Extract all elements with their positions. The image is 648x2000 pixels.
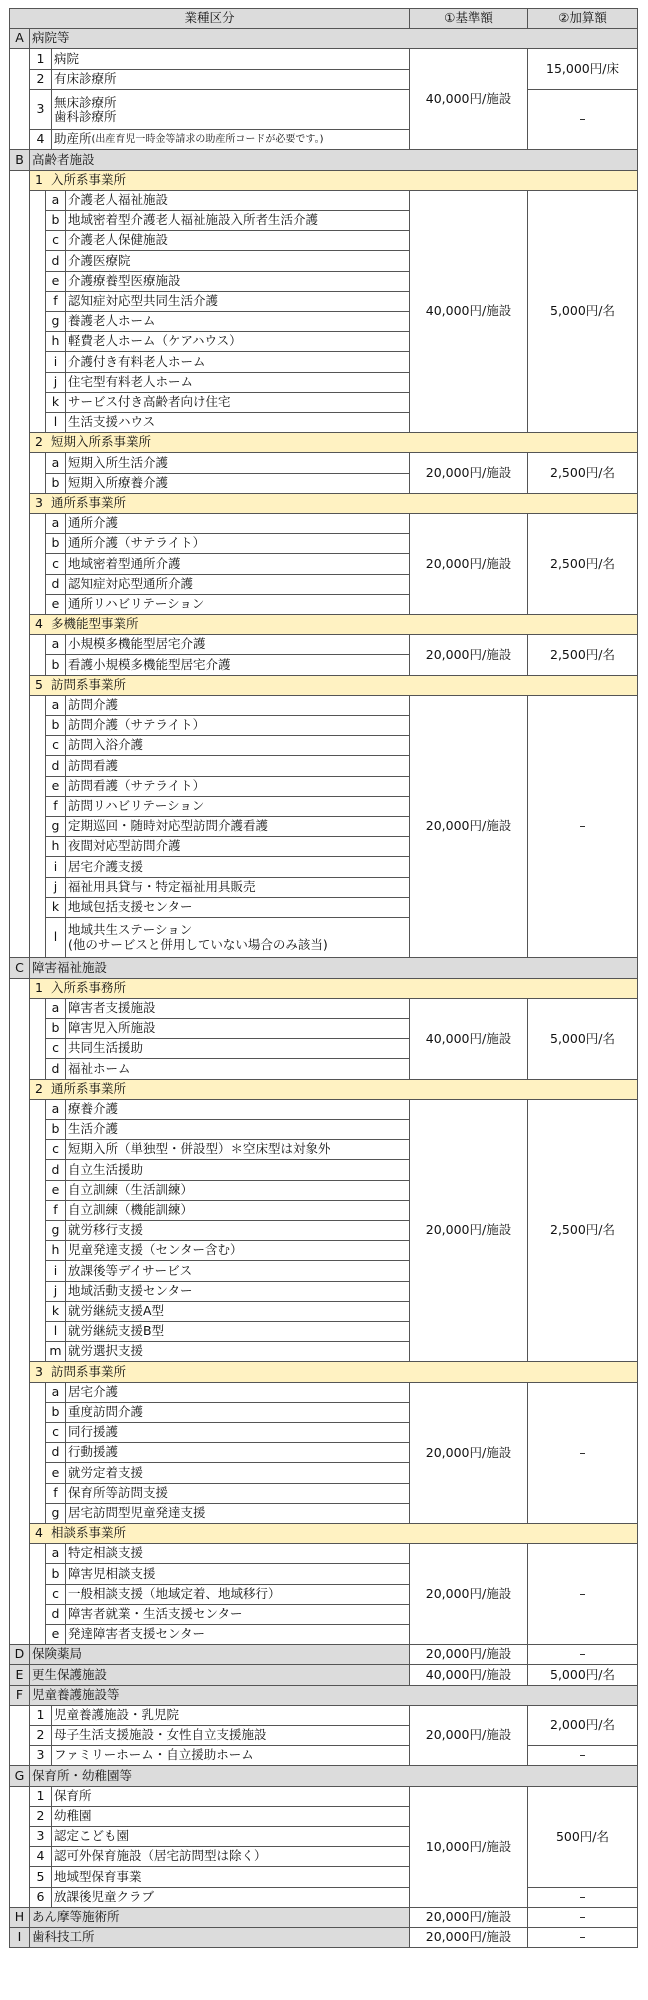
add-amount: – xyxy=(527,695,638,958)
item-letter: f xyxy=(45,796,66,817)
item-label: 地域密着型通所介護 xyxy=(65,553,410,575)
base-amount: 40,000円/施設 xyxy=(409,48,528,150)
base-amount: 20,000円/施設 xyxy=(409,1382,528,1524)
item-label: 放課後児童クラブ xyxy=(51,1887,410,1908)
category-letter: G xyxy=(9,1765,30,1787)
item-label: 地域密着型介護老人福祉施設入所者生活介護 xyxy=(65,210,410,231)
item-label: 一般相談支援（地域定着、地域移行） xyxy=(65,1584,410,1605)
item-label: 介護付き有料老人ホーム xyxy=(65,351,410,373)
item-number: 3 xyxy=(29,89,52,130)
item-label: 訪問看護（サテライト） xyxy=(65,776,410,797)
item-label: 短期入所療養介護 xyxy=(65,473,410,494)
add-amount: – xyxy=(527,1644,638,1665)
item-letter: d xyxy=(45,1159,66,1181)
item-number: 6 xyxy=(29,1887,52,1908)
item-label: 障害者支援施設 xyxy=(65,998,410,1019)
item-label: 発達障害者支援センター xyxy=(65,1624,410,1645)
item-label: 認知症対応型通所介護 xyxy=(65,574,410,595)
item-label: 就労定着支援 xyxy=(65,1462,410,1484)
item-label: 訪問介護（サテライト） xyxy=(65,715,410,736)
item-letter: a xyxy=(45,695,66,716)
category-title: 歯科技工所 xyxy=(29,1927,410,1948)
item-label: 軽費老人ホーム（ケアハウス） xyxy=(65,331,410,352)
base-amount: 20,000円/施設 xyxy=(409,1705,528,1766)
indent-cell xyxy=(9,48,30,150)
indent-cell xyxy=(9,1705,30,1766)
indent-cell xyxy=(29,1099,46,1362)
group-title: 入所系事業所 xyxy=(50,172,126,188)
item-letter: f xyxy=(45,1483,66,1504)
item-letter: d xyxy=(45,574,66,595)
item-label: 障害者就業・生活支援センター xyxy=(65,1604,410,1625)
item-letter: l xyxy=(45,917,66,958)
item-note: (出産育児一時金等請求の助産所コードが必要です。) xyxy=(91,133,324,145)
item-label: 居宅介護 xyxy=(65,1382,410,1403)
item-label: 地域型保育事業 xyxy=(51,1866,410,1888)
item-label-text: 助産所 xyxy=(54,131,92,147)
base-amount: 20,000円/施設 xyxy=(409,1907,528,1928)
item-letter: i xyxy=(45,351,66,373)
add-amount: 5,000円/名 xyxy=(527,190,638,433)
item-label: 訪問看護 xyxy=(65,755,410,777)
item-label: 通所リハビリテーション xyxy=(65,594,410,615)
item-label: 短期入所生活介護 xyxy=(65,452,410,474)
group-number: 2 xyxy=(35,1081,43,1097)
item-letter: a xyxy=(45,190,66,211)
group-header xyxy=(29,432,638,453)
item-label: 療養介護 xyxy=(65,1099,410,1120)
item-letter: a xyxy=(45,1099,66,1120)
item-number: 2 xyxy=(29,69,52,90)
item-letter: g xyxy=(45,311,66,332)
item-letter: l xyxy=(45,412,66,433)
item-label-line2: 歯科診療所 xyxy=(54,109,117,124)
item-label: 有床診療所 xyxy=(51,69,410,90)
add-amount: 2,500円/名 xyxy=(527,452,638,494)
add-amount: 2,500円/名 xyxy=(527,1099,638,1362)
item-letter: e xyxy=(45,1462,66,1484)
item-label: 特定相談支援 xyxy=(65,1543,410,1564)
header-add: ②加算額 xyxy=(527,8,638,29)
item-label: 居宅介護支援 xyxy=(65,856,410,878)
base-amount: 20,000円/施設 xyxy=(409,634,528,676)
item-letter: a xyxy=(45,513,66,534)
group-number: 3 xyxy=(35,495,43,511)
item-label: 認知症対応型共同生活介護 xyxy=(65,291,410,312)
item-letter: b xyxy=(45,1018,66,1039)
item-number: 4 xyxy=(29,129,52,150)
base-amount: 20,000円/施設 xyxy=(409,513,528,615)
category-title: あん摩等施術所 xyxy=(29,1907,410,1928)
indent-cell xyxy=(29,513,46,615)
item-letter: b xyxy=(45,210,66,231)
item-label: 介護医療院 xyxy=(65,250,410,272)
item-label: 児童養護施設・乳児院 xyxy=(51,1705,410,1726)
group-number: 3 xyxy=(35,1363,43,1379)
item-letter: d xyxy=(45,1604,66,1625)
item-letter: k xyxy=(45,897,66,918)
add-amount: – xyxy=(527,1887,638,1908)
item-letter: c xyxy=(45,735,66,756)
header-base: ①基準額 xyxy=(409,8,528,29)
indent-cell xyxy=(29,1382,46,1524)
item-letter: b xyxy=(45,1119,66,1140)
group-title: 訪問系事業所 xyxy=(50,1363,126,1379)
item-label: 介護老人保健施設 xyxy=(65,230,410,251)
indent-cell xyxy=(29,998,46,1080)
group-header xyxy=(29,493,638,514)
item-label: 定期巡回・随時対応型訪問介護看護 xyxy=(65,816,410,837)
item-letter: e xyxy=(45,271,66,292)
item-letter: g xyxy=(45,1503,66,1524)
base-amount: 20,000円/施設 xyxy=(409,1644,528,1665)
item-label: 訪問リハビリテーション xyxy=(65,796,410,817)
item-label: 認可外保育施設（居宅訪問型は除く） xyxy=(51,1846,410,1867)
indent-cell xyxy=(9,170,30,958)
item-letter: k xyxy=(45,1301,66,1322)
item-label: 就労継続支援A型 xyxy=(65,1301,410,1322)
group-number: 5 xyxy=(35,677,43,693)
item-label: 看護小規模多機能型居宅介護 xyxy=(65,654,410,676)
item-label: 福祉用具貸与・特定福祉用具販売 xyxy=(65,877,410,898)
group-number: 1 xyxy=(35,980,43,996)
base-amount: 20,000円/施設 xyxy=(409,1099,528,1362)
item-letter: e xyxy=(45,1624,66,1645)
item-number: 5 xyxy=(29,1866,52,1888)
item-letter: h xyxy=(45,331,66,352)
category-title: 障害福祉施設 xyxy=(29,957,638,979)
base-amount: 20,000円/施設 xyxy=(409,452,528,494)
item-label: 重度訪問介護 xyxy=(65,1402,410,1423)
category-letter: E xyxy=(9,1664,30,1686)
group-number: 4 xyxy=(35,1525,43,1541)
indent-cell xyxy=(29,634,46,676)
group-header xyxy=(29,675,638,696)
add-amount: – xyxy=(527,89,638,150)
item-letter: a xyxy=(45,1543,66,1564)
item-label-line2: (他のサービスと併用していない場合のみ該当) xyxy=(68,936,328,952)
group-title: 訪問系事業所 xyxy=(50,677,126,693)
item-label: 福祉ホーム xyxy=(65,1058,410,1080)
item-letter: a xyxy=(45,1382,66,1403)
item-label: 母子生活支援施設・女性自立支援施設 xyxy=(51,1725,410,1746)
item-label: ファミリーホーム・自立援助ホーム xyxy=(51,1745,410,1766)
add-amount: 15,000円/床 xyxy=(527,48,638,90)
item-letter: f xyxy=(45,291,66,312)
add-amount: 5,000円/名 xyxy=(527,998,638,1080)
group-header xyxy=(29,614,638,635)
base-amount: 10,000円/施設 xyxy=(409,1786,528,1908)
group-header xyxy=(29,170,638,191)
item-letter: c xyxy=(45,230,66,251)
indent-cell xyxy=(29,1543,46,1645)
item-label: 就労継続支援B型 xyxy=(65,1321,410,1342)
group-header xyxy=(29,1523,638,1544)
indent-cell xyxy=(9,978,30,1645)
item-letter: i xyxy=(45,856,66,878)
add-amount: – xyxy=(527,1382,638,1524)
item-label: 就労選択支援 xyxy=(65,1341,410,1362)
item-letter: b xyxy=(45,1402,66,1423)
item-letter: m xyxy=(45,1341,66,1362)
item-number: 2 xyxy=(29,1806,52,1827)
item-letter: a xyxy=(45,634,66,655)
item-label: 児童発達支援（センター含む） xyxy=(65,1240,410,1261)
item-number: 1 xyxy=(29,48,52,70)
base-amount: 40,000円/施設 xyxy=(409,998,528,1080)
item-letter: c xyxy=(45,1038,66,1059)
item-label: 生活介護 xyxy=(65,1119,410,1140)
item-letter: d xyxy=(45,755,66,777)
item-number: 3 xyxy=(29,1745,52,1766)
item-label: 訪問入浴介護 xyxy=(65,735,410,756)
item-label: 夜間対応型訪問介護 xyxy=(65,836,410,857)
group-number: 4 xyxy=(35,616,43,632)
item-letter: e xyxy=(45,1180,66,1201)
item-letter: l xyxy=(45,1321,66,1342)
header-type: 業種区分 xyxy=(9,8,410,29)
item-letter: d xyxy=(45,1058,66,1080)
category-title: 保険薬局 xyxy=(29,1644,410,1665)
item-letter: e xyxy=(45,776,66,797)
group-title: 通所系事業所 xyxy=(50,495,126,511)
item-label: 短期入所（単独型・併設型）＊空床型は対象外 xyxy=(65,1139,410,1160)
indent-cell xyxy=(29,452,46,494)
item-label: 同行援護 xyxy=(65,1422,410,1443)
item-letter: c xyxy=(45,553,66,575)
item-label: 自立訓練（機能訓練） xyxy=(65,1200,410,1221)
item-letter: e xyxy=(45,594,66,615)
item-number: 4 xyxy=(29,1846,52,1867)
add-amount: 2,500円/名 xyxy=(527,634,638,676)
item-label xyxy=(51,129,410,150)
item-letter: b xyxy=(45,533,66,554)
item-label: 通所介護（サテライト） xyxy=(65,533,410,554)
item-label: 住宅型有料老人ホーム xyxy=(65,372,410,393)
item-label: 認定こども園 xyxy=(51,1826,410,1847)
group-number: 2 xyxy=(35,434,43,450)
group-title: 短期入所系事業所 xyxy=(50,434,151,450)
base-amount: 20,000円/施設 xyxy=(409,1927,528,1948)
item-label: 保育所 xyxy=(51,1786,410,1807)
item-letter: b xyxy=(45,1563,66,1585)
item-letter: g xyxy=(45,816,66,837)
category-letter: B xyxy=(9,149,30,171)
item-letter: f xyxy=(45,1200,66,1221)
item-label: 共同生活援助 xyxy=(65,1038,410,1059)
item-label-line1: 地域共生ステーション xyxy=(68,922,193,938)
item-label: 訪問介護 xyxy=(65,695,410,716)
add-amount: 2,500円/名 xyxy=(527,513,638,615)
item-label: 地域包括支援センター xyxy=(65,897,410,918)
item-label: 放課後等デイサービス xyxy=(65,1260,410,1282)
item-number: 1 xyxy=(29,1786,52,1807)
item-letter: b xyxy=(45,654,66,676)
indent-cell xyxy=(29,695,46,958)
group-title: 入所系事務所 xyxy=(50,980,126,996)
item-number: 1 xyxy=(29,1705,52,1726)
item-label xyxy=(65,917,410,958)
category-letter: C xyxy=(9,957,30,979)
item-label: 居宅訪問型児童発達支援 xyxy=(65,1503,410,1524)
item-letter: c xyxy=(45,1139,66,1160)
group-title: 相談系事業所 xyxy=(50,1525,126,1541)
add-amount: – xyxy=(527,1745,638,1766)
item-letter: j xyxy=(45,877,66,898)
item-label: 障害児入所施設 xyxy=(65,1018,410,1039)
add-amount: 5,000円/名 xyxy=(527,1664,638,1686)
item-label: 小規模多機能型居宅介護 xyxy=(65,634,410,655)
item-letter: c xyxy=(45,1584,66,1605)
item-number: 2 xyxy=(29,1725,52,1746)
item-letter: c xyxy=(45,1422,66,1443)
item-label: 就労移行支援 xyxy=(65,1220,410,1241)
group-title: 通所系事業所 xyxy=(50,1081,126,1097)
group-header xyxy=(29,1079,638,1100)
item-label: 自立訓練（生活訓練） xyxy=(65,1180,410,1201)
base-amount: 20,000円/施設 xyxy=(409,695,528,958)
add-amount: 2,000円/名 xyxy=(527,1705,638,1746)
group-number: 1 xyxy=(35,172,43,188)
item-letter: h xyxy=(45,836,66,857)
group-header xyxy=(29,978,638,999)
item-label: 地域活動支援センター xyxy=(65,1281,410,1302)
item-letter: k xyxy=(45,392,66,413)
item-letter: j xyxy=(45,1281,66,1302)
item-letter: j xyxy=(45,372,66,393)
category-title: 高齢者施設 xyxy=(29,149,638,171)
item-label: 保育所等訪問支援 xyxy=(65,1483,410,1504)
group-header xyxy=(29,1361,638,1383)
item-label: 行動援護 xyxy=(65,1442,410,1463)
item-label: 病院 xyxy=(51,48,410,70)
base-amount: 40,000円/施設 xyxy=(409,1664,528,1686)
add-amount: – xyxy=(527,1927,638,1948)
base-amount: 20,000円/施設 xyxy=(409,1543,528,1645)
item-label: 障害児相談支援 xyxy=(65,1563,410,1585)
item-label: 自立生活援助 xyxy=(65,1159,410,1181)
category-title: 病院等 xyxy=(29,28,638,49)
category-letter: D xyxy=(9,1644,30,1665)
group-title: 多機能型事業所 xyxy=(50,616,139,632)
item-letter: h xyxy=(45,1240,66,1261)
indent-cell xyxy=(9,1786,30,1908)
item-label-line1: 無床診療所 xyxy=(54,94,117,110)
item-number: 3 xyxy=(29,1826,52,1847)
category-title: 更生保護施設 xyxy=(29,1664,410,1686)
category-letter: I xyxy=(9,1927,30,1948)
category-letter: H xyxy=(9,1907,30,1928)
item-label: 通所介護 xyxy=(65,513,410,534)
category-title: 児童養護施設等 xyxy=(29,1685,638,1706)
category-letter: A xyxy=(9,28,30,49)
item-letter: d xyxy=(45,1442,66,1463)
base-amount: 40,000円/施設 xyxy=(409,190,528,433)
item-label: 生活支援ハウス xyxy=(65,412,410,433)
item-letter: b xyxy=(45,473,66,494)
category-letter: F xyxy=(9,1685,30,1706)
item-label: 幼稚園 xyxy=(51,1806,410,1827)
add-amount: – xyxy=(527,1907,638,1928)
item-label: サービス付き高齢者向け住宅 xyxy=(65,392,410,413)
indent-cell xyxy=(29,190,46,433)
item-label: 養護老人ホーム xyxy=(65,311,410,332)
item-label: 介護療養型医療施設 xyxy=(65,271,410,292)
item-label: 介護老人福祉施設 xyxy=(65,190,410,211)
category-title: 保育所・幼稚園等 xyxy=(29,1765,638,1787)
item-letter: i xyxy=(45,1260,66,1282)
item-letter: a xyxy=(45,452,66,474)
item-letter: b xyxy=(45,715,66,736)
item-letter: g xyxy=(45,1220,66,1241)
item-letter: d xyxy=(45,250,66,272)
add-amount: – xyxy=(527,1543,638,1645)
item-letter: a xyxy=(45,998,66,1019)
item-label xyxy=(51,89,410,130)
add-amount: 500円/名 xyxy=(527,1786,638,1888)
